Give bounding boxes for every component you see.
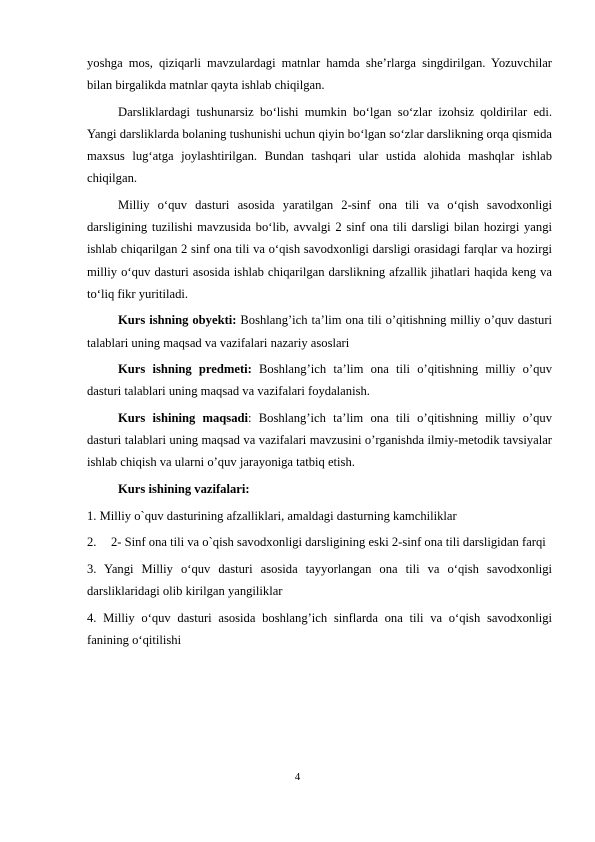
- task-number: 3.: [87, 561, 97, 576]
- subject-label: Kurs ishning predmeti:: [118, 362, 252, 377]
- task-item-2: [87, 531, 552, 553]
- task-text: Milliy o`quv dasturining afzalliklari, amaldagi dasturning kamchiliklar: [99, 508, 457, 523]
- task-number: 1.: [87, 508, 97, 523]
- paragraph-subject: [87, 358, 552, 402]
- goal-label: Kurs ishining maqsadi: [118, 411, 248, 425]
- object-text: Boshlang’ich ta’lim ona tili o’qitishning milliy o’quv dasturi talablari uning maqsad va vazifalari nazariy asoslari: [87, 313, 553, 350]
- task-item-4: [87, 607, 552, 651]
- task-item-3: [87, 558, 552, 602]
- object-label: Kurs ishning obyekti:: [118, 313, 237, 328]
- paragraph-intro-continuation: yoshga mos, qiziqarli mavzulardagi matnlar hamda she’rlarga singdirilgan. Yozuvchilar bilan birgalikda matnlar qayta ishlab chiqilgan.: [87, 56, 552, 93]
- task-number: 4.: [87, 610, 97, 625]
- tasks-heading: Kurs ishining vazifalari:: [118, 482, 250, 496]
- page-number: 4: [294, 771, 301, 783]
- task-text: Milliy o‘quv dasturi asosida boshlang’ich sinflarda ona tili va o‘qish savodxonligi fanining o‘qitilishi: [87, 610, 553, 647]
- task-item-1: [87, 505, 552, 527]
- task-number: 2.: [87, 535, 97, 550]
- paragraph-curriculum: Milliy o‘quv dasturi asosida yaratilgan 2-sinf ona tili va o‘qish savodxonligi darsligining tuzilishi mavzusida bo‘lib, avvalgi 2 sinf ona tili darsligi bilan hozirgi yangi ishlab chiqarilgan 2 sinf ona tili va o‘qish savodxonligi darsligi orasidagi farqlar va hozirgi milliy o‘quv dasturi asosida ishlab chiqarilgan darslikning afzallik jihatlari haqida keng va to‘liq fikr yuritiladi.: [87, 198, 552, 301]
- task-text: 2- Sinf ona tili va o`qish savodxonligi darsligining eski 2-sinf ona tili darsligidan farqi: [111, 535, 546, 550]
- paragraph-goal: [87, 407, 552, 474]
- goal-text: : Boshlang’ich ta’lim ona tili o’qitishning milliy o’quv dasturi talablari uning maqsad va vazifalari mavzusini o’rganishda ilmiy-metodik tavsiyalar ishlab chiqish va ularni o’quv jarayoniga tatbiq etish.: [87, 411, 552, 470]
- page-body: [87, 52, 552, 651]
- paragraph-dictionary: Darsliklardagi tushunarsiz bo‘lishi mumkin bo‘lgan so‘zlar izohsiz qoldirilar edi. Yangi darsliklarda bolaning tushunishi uchun qiyin bo‘lgan so‘zlar darslikning orqa qismida maxsus lug‘atga joylashtirilgan. Bundan tashqari ular ustida alohida mashqlar ishlab chiqilgan.: [87, 104, 552, 186]
- paragraph-object: [87, 309, 552, 353]
- task-text: Yangi Milliy o‘quv dasturi asosida tayyorlangan ona tili va o‘qish savodxonligi darsliklaridagi olib kirilgan yangiliklar: [87, 561, 552, 598]
- subject-text: Boshlang’ich ta’lim ona tili o’qitishning milliy o’quv dasturi talablari uning maqsad va vazifalari foydalanish.: [87, 362, 552, 399]
